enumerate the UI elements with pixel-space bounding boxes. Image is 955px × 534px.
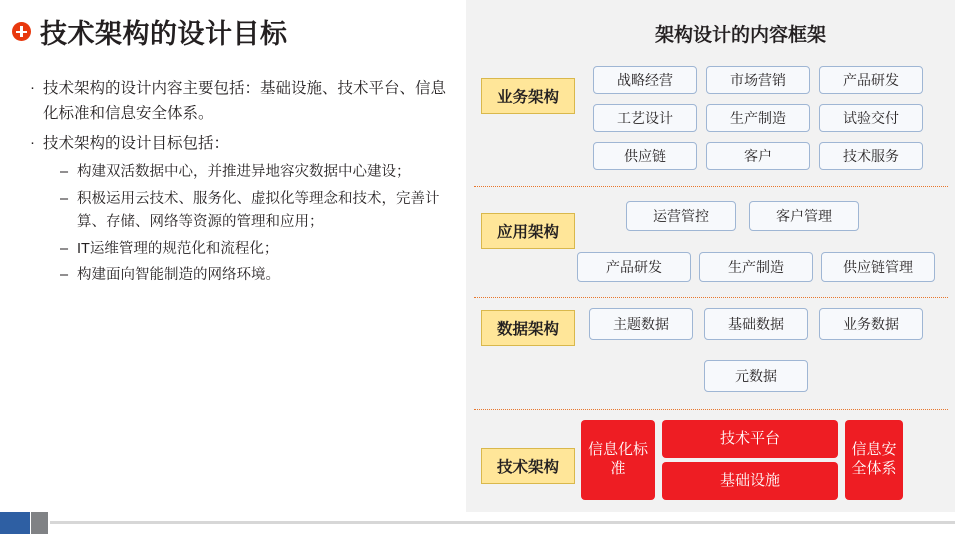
cell-business-9 bbox=[819, 142, 923, 170]
cell-business-6 bbox=[819, 104, 923, 132]
list-item-text: 技术架构的设计内容主要包括：基础设施、技术平台、信息化标准和信息安全体系。 bbox=[43, 80, 447, 123]
list-item-text: 技术架构的设计目标包括： bbox=[43, 135, 230, 153]
footer-accent-gray bbox=[31, 512, 48, 534]
cell-technology-platform bbox=[662, 420, 838, 458]
cell-text: 基础设施 bbox=[719, 471, 780, 489]
divider-application-data bbox=[474, 297, 948, 298]
cell-text: 信息安全体系 bbox=[851, 441, 897, 477]
list-item bbox=[30, 76, 460, 126]
bullet-dash-icon: – bbox=[60, 267, 69, 284]
bullet-dot-icon: · bbox=[30, 79, 35, 96]
diagram-title bbox=[466, 20, 955, 47]
cell-text: 供应链管理 bbox=[843, 259, 913, 275]
slide-left-pane bbox=[0, 0, 466, 512]
bullet-dash-icon: – bbox=[60, 190, 69, 207]
row-label-text: 技术架构 bbox=[496, 459, 559, 476]
cell-technology-standard bbox=[581, 420, 655, 500]
footer-bar bbox=[0, 512, 955, 534]
cell-text: 主题数据 bbox=[613, 316, 669, 332]
divider-business-application bbox=[474, 186, 948, 187]
list-item bbox=[30, 131, 460, 156]
list-item-text: IT运维管理的规范化和流程化； bbox=[77, 240, 279, 257]
cell-text: 客户 bbox=[744, 148, 772, 164]
cell-text: 信息化标准 bbox=[587, 441, 648, 477]
cell-business-7 bbox=[593, 142, 697, 170]
cell-business-5 bbox=[706, 104, 810, 132]
cell-data-3 bbox=[819, 308, 923, 340]
row-label-data bbox=[481, 310, 575, 346]
row-label-technology bbox=[481, 448, 575, 484]
cell-data-1 bbox=[589, 308, 693, 340]
architecture-diagram bbox=[466, 0, 955, 512]
cell-business-4 bbox=[593, 104, 697, 132]
cell-business-1 bbox=[593, 66, 697, 94]
list-item bbox=[60, 238, 460, 261]
cell-text: 技术平台 bbox=[719, 429, 780, 447]
cell-data-2 bbox=[704, 308, 808, 340]
cell-text: 试验交付 bbox=[843, 110, 899, 126]
cell-business-8 bbox=[706, 142, 810, 170]
cell-text: 元数据 bbox=[735, 368, 777, 384]
cell-text: 产品研发 bbox=[843, 72, 899, 88]
list-item bbox=[60, 264, 460, 287]
cell-text: 基础数据 bbox=[728, 316, 784, 332]
plus-circle-icon bbox=[12, 22, 31, 41]
cell-text: 战略经营 bbox=[617, 72, 673, 88]
cell-application-1 bbox=[626, 201, 736, 231]
content-list bbox=[30, 76, 460, 291]
row-label-text: 数据架构 bbox=[496, 321, 559, 338]
row-label-text: 应用架构 bbox=[496, 224, 559, 241]
cell-data-4 bbox=[704, 360, 808, 392]
cell-text: 业务数据 bbox=[843, 316, 899, 332]
cell-application-2 bbox=[749, 201, 859, 231]
bullet-dot-icon: · bbox=[30, 134, 35, 152]
cell-text: 市场营销 bbox=[730, 72, 786, 88]
list-item-text: 积极运用云技术、服务化、虚拟化等理念和技术，完善计算、存储、网络等资源的管理和应用； bbox=[77, 190, 440, 231]
footer-rule bbox=[50, 521, 955, 524]
page-title bbox=[12, 12, 288, 51]
list-item bbox=[60, 188, 460, 235]
footer-accent-blue bbox=[0, 512, 30, 534]
divider-data-technology bbox=[474, 409, 948, 410]
row-label-business bbox=[481, 78, 575, 114]
bullet-dash-icon: – bbox=[60, 164, 69, 181]
cell-text: 产品研发 bbox=[606, 259, 662, 275]
cell-text: 工艺设计 bbox=[617, 110, 673, 126]
cell-text: 技术服务 bbox=[843, 148, 899, 164]
cell-application-3 bbox=[577, 252, 691, 282]
cell-text: 客户管理 bbox=[776, 208, 832, 224]
cell-business-2 bbox=[706, 66, 810, 94]
list-item bbox=[60, 161, 460, 184]
page-title-text: 技术架构的设计目标 bbox=[40, 19, 288, 49]
list-item-text: 构建双活数据中心，并推进异地容灾数据中心建设； bbox=[77, 164, 411, 181]
cell-text: 供应链 bbox=[624, 148, 666, 164]
cell-text: 生产制造 bbox=[730, 110, 786, 126]
row-label-text: 业务架构 bbox=[496, 89, 559, 106]
cell-application-5 bbox=[821, 252, 935, 282]
cell-technology-infrastructure bbox=[662, 462, 838, 500]
cell-text: 运营管控 bbox=[653, 208, 709, 224]
cell-technology-security bbox=[845, 420, 903, 500]
cell-business-3 bbox=[819, 66, 923, 94]
cell-application-4 bbox=[699, 252, 813, 282]
cell-text: 生产制造 bbox=[728, 259, 784, 275]
bullet-dash-icon: – bbox=[60, 240, 69, 257]
diagram-title-text: 架构设计的内容框架 bbox=[654, 25, 826, 46]
list-item-text: 构建面向智能制造的网络环境。 bbox=[77, 267, 280, 284]
row-label-application bbox=[481, 213, 575, 249]
